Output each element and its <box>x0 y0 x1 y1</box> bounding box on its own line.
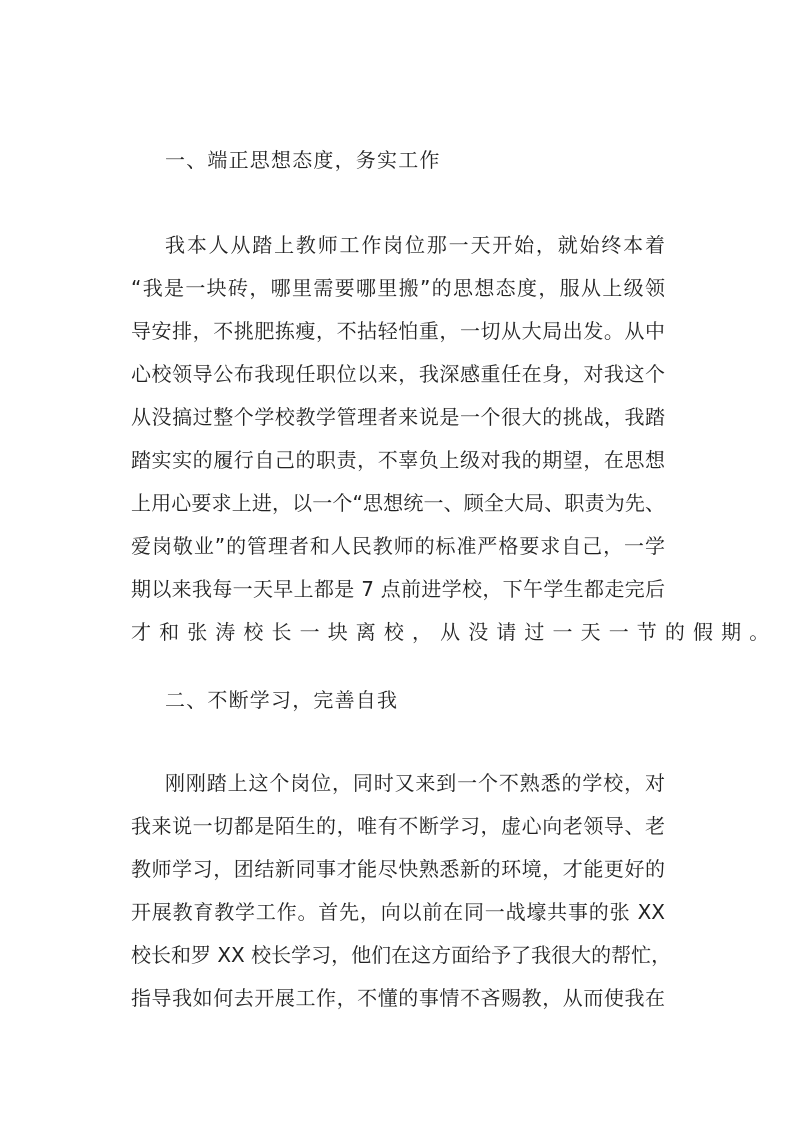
text-line: 我来说一切都是陌生的，唯有不断学习，虚心向老领导、老 <box>131 814 665 838</box>
text-line: 开展教育教学工作。首先，向以前在同一战壕共事的张 XX <box>131 900 665 924</box>
section2-heading: 二、不断学习，完善自我 <box>165 688 399 712</box>
text-line: “我是一块砖，哪里需要哪里搬”的思想态度，服从上级领 <box>131 276 665 300</box>
text-line: 期以来我每一天早上都是 7 点前进学校，下午学生都走完后 <box>131 577 665 601</box>
text-line: 爱岗敬业”的管理者和人民教师的标准严格要求自己，一学 <box>131 534 665 558</box>
text-line: 才和张涛校长一块离校，从没请过一天一节的假期。 <box>131 620 778 644</box>
section1-heading: 一、端正思想态度，务实工作 <box>165 148 441 172</box>
text-line: 校长和罗 XX 校长学习，他们在这方面给予了我很大的帮忙， <box>131 943 672 967</box>
text-line: 上用心要求上进，以一个“思想统一、顾全大局、职责为先、 <box>131 491 665 515</box>
text-line: 教师学习，团结新同事才能尽快熟悉新的环境，才能更好的 <box>131 857 665 881</box>
text-line: 我本人从踏上教师工作岗位那一天开始，就始终本着 <box>165 233 665 257</box>
text-line: 心校领导公布我现任职位以来，我深感重任在身，对我这个 <box>131 362 665 386</box>
text-line: 导安排，不挑肥拣瘦，不拈轻怕重，一切从大局出发。从中 <box>131 319 665 343</box>
text-line: 指导我如何去开展工作，不懂的事情不吝赐教，从而使我在 <box>131 986 665 1010</box>
text-line: 从没搞过整个学校教学管理者来说是一个很大的挑战，我踏 <box>131 405 665 429</box>
text-line: 刚刚踏上这个岗位，同时又来到一个不熟悉的学校，对 <box>165 771 665 795</box>
text-line: 踏实实的履行自己的职责，不辜负上级对我的期望，在思想 <box>131 448 665 472</box>
